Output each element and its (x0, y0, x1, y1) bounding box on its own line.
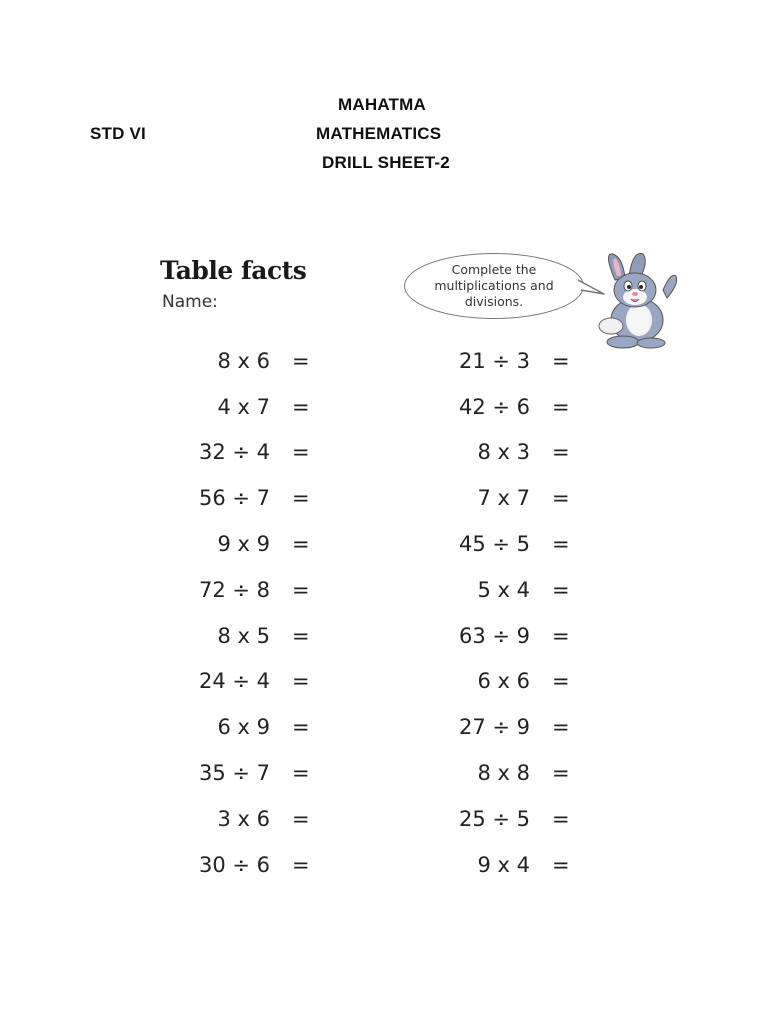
problem-expression: 8 x 6 (217, 348, 270, 373)
equals-sign: = (292, 852, 310, 877)
standard-label: STD VI (90, 124, 146, 143)
equals-sign: = (552, 348, 570, 373)
subject-title: MATHEMATICS (316, 124, 442, 143)
problem-row (430, 613, 570, 659)
problem-expression: 6 x 9 (217, 715, 270, 740)
equals-sign: = (552, 852, 570, 877)
problem-row (430, 659, 570, 705)
equals-sign: = (552, 715, 570, 740)
sheet-title: DRILL SHEET-2 (322, 153, 450, 172)
problem-expression: 4 x 7 (217, 394, 270, 419)
bunny-icon (593, 250, 683, 350)
problem-row (430, 796, 570, 842)
equals-sign: = (552, 623, 570, 648)
right-problem-column (430, 338, 570, 888)
equals-sign: = (292, 623, 310, 648)
problem-row (430, 750, 570, 796)
problem-row (430, 704, 570, 750)
problem-row (430, 567, 570, 613)
speech-bubble (404, 253, 584, 319)
problem-row (170, 475, 310, 521)
problem-expression: 24 ÷ 4 (198, 669, 270, 694)
school-name: MAHATMA (338, 95, 426, 114)
name-label: Name: (162, 292, 218, 312)
problem-row (170, 430, 310, 476)
equals-sign: = (292, 394, 310, 419)
problem-expression: 42 ÷ 6 (458, 394, 530, 419)
equals-sign: = (552, 440, 570, 465)
problem-expression: 35 ÷ 7 (198, 761, 270, 786)
equals-sign: = (292, 669, 310, 694)
equals-sign: = (292, 715, 310, 740)
equals-sign: = (552, 532, 570, 557)
equals-sign: = (552, 394, 570, 419)
problem-expression: 63 ÷ 9 (458, 623, 530, 648)
equals-sign: = (552, 761, 570, 786)
problem-row (430, 842, 570, 888)
problem-expression: 27 ÷ 9 (458, 715, 530, 740)
problem-expression: 72 ÷ 8 (198, 577, 270, 602)
problem-row (430, 338, 570, 384)
problem-row (170, 613, 310, 659)
problem-row (170, 750, 310, 796)
problem-row (170, 521, 310, 567)
equals-sign: = (292, 806, 310, 831)
equals-sign: = (552, 806, 570, 831)
problem-row (170, 704, 310, 750)
problem-expression: 30 ÷ 6 (198, 852, 270, 877)
problem-expression: 8 x 5 (217, 623, 270, 648)
problem-row (430, 430, 570, 476)
equals-sign: = (552, 577, 570, 602)
problem-row (170, 796, 310, 842)
problem-row (430, 384, 570, 430)
equals-sign: = (292, 440, 310, 465)
problem-expression: 21 ÷ 3 (458, 348, 530, 373)
equals-sign: = (292, 577, 310, 602)
problem-expression: 25 ÷ 5 (458, 806, 530, 831)
equals-sign: = (292, 761, 310, 786)
problem-row (170, 384, 310, 430)
problem-expression: 5 x 4 (477, 577, 530, 602)
problem-expression: 45 ÷ 5 (458, 532, 530, 557)
equals-sign: = (292, 348, 310, 373)
left-problem-column (170, 338, 310, 888)
equals-sign: = (552, 486, 570, 511)
problem-row (170, 567, 310, 613)
problem-expression: 9 x 4 (477, 852, 530, 877)
problem-row (170, 659, 310, 705)
equals-sign: = (552, 669, 570, 694)
problem-row (430, 475, 570, 521)
equals-sign: = (292, 486, 310, 511)
problem-expression: 56 ÷ 7 (198, 486, 270, 511)
problem-row (170, 338, 310, 384)
problem-expression: 8 x 8 (477, 761, 530, 786)
problem-expression: 8 x 3 (477, 440, 530, 465)
problem-expression: 3 x 6 (217, 806, 270, 831)
problem-row (170, 842, 310, 888)
worksheet-title: Table facts (160, 256, 307, 285)
problem-expression: 6 x 6 (477, 669, 530, 694)
equals-sign: = (292, 532, 310, 557)
problem-expression: 9 x 9 (217, 532, 270, 557)
speech-bubble-text: Complete the multiplications and divisions. (434, 262, 554, 309)
problem-expression: 32 ÷ 4 (198, 440, 270, 465)
problem-row (430, 521, 570, 567)
problem-expression: 7 x 7 (477, 486, 530, 511)
